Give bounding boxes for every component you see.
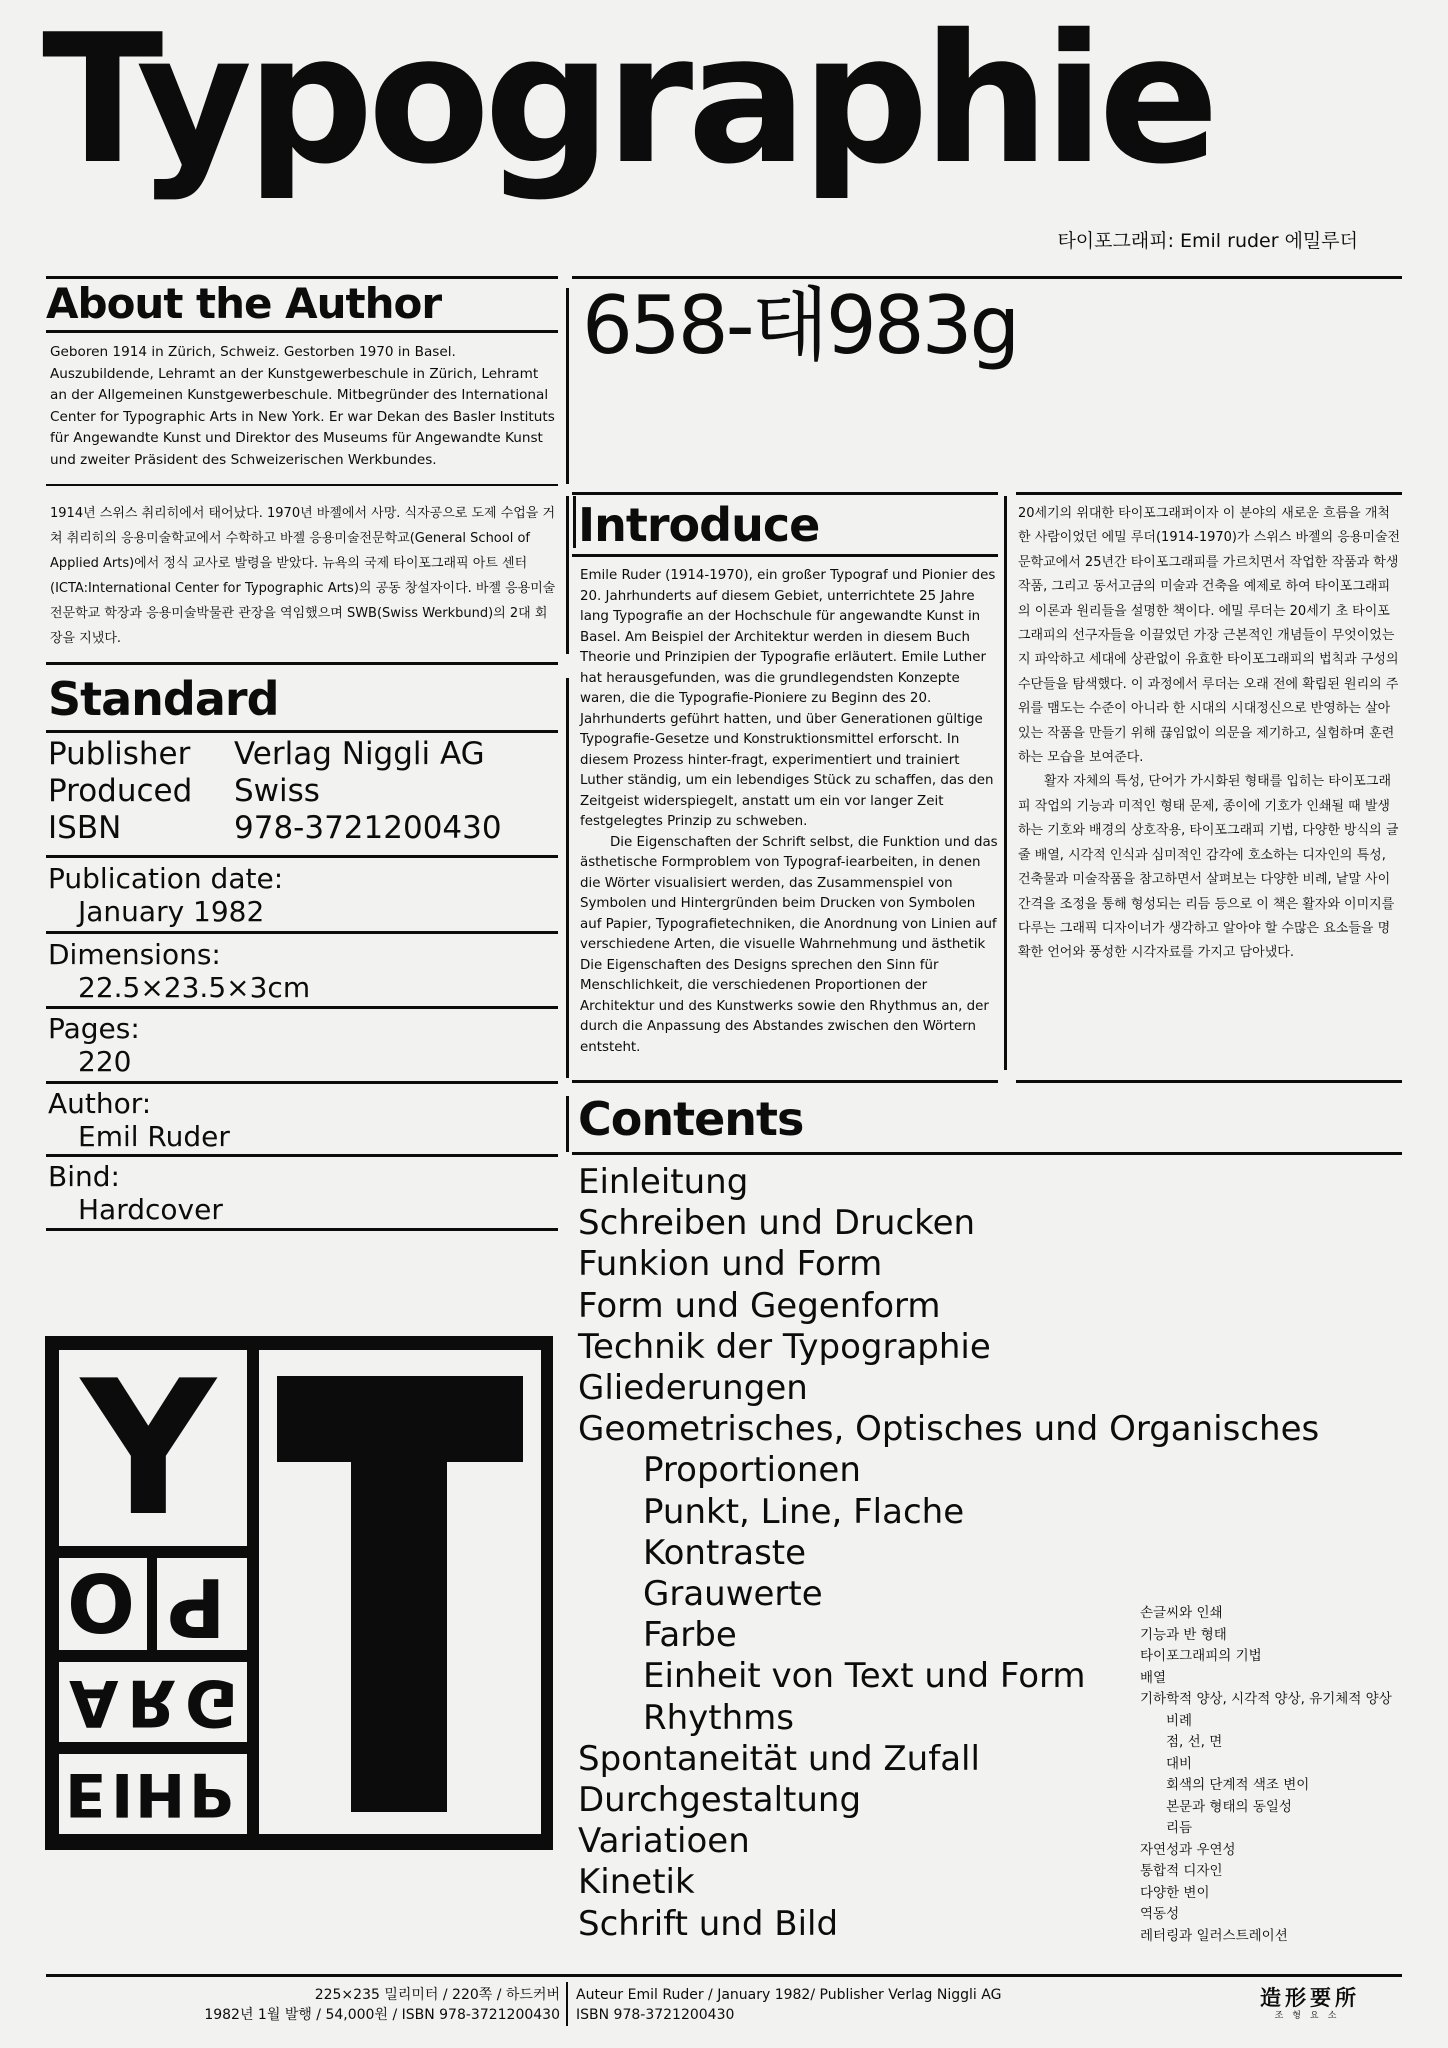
rule-standard-3 (46, 1006, 558, 1009)
field-pages (48, 1012, 140, 1078)
footer-left (204, 1985, 560, 2025)
contents-item: Spontaneität und Zufall (578, 1738, 980, 1779)
rule-standard-2 (46, 931, 558, 934)
rule-introduce-top (572, 492, 998, 495)
cover-letter-e: E (65, 1759, 106, 1829)
contents-item: Kinetik (578, 1862, 695, 1903)
standard-label: ISBN (48, 810, 122, 846)
rule-about-under (46, 330, 558, 333)
rule-standard-4 (46, 1081, 558, 1084)
contents-item: Geometrisches, Optisches und Organisches (578, 1409, 1320, 1450)
product-code: 658-태983g (582, 279, 1018, 372)
footer-left-line2: 1982년 1월 발행 / 54,000원 / ISBN 978-3721200430 (204, 2007, 560, 2023)
cover-letter-p: P (167, 1560, 226, 1653)
standard-value: Swiss (234, 773, 320, 809)
field-label: Publication date: (48, 862, 284, 895)
contents-item: Grauwerte (643, 1574, 823, 1615)
footer-left-line1: 225×235 밀리미터 / 220쪽 / 하드커버 (314, 1987, 560, 2003)
contents-item-ko: 점, 선, 면 (1166, 1734, 1223, 1750)
contents-item: Schrift und Bild (578, 1903, 839, 1944)
field-value: Hardcover (78, 1193, 223, 1226)
cover-letter-h: H (135, 1759, 186, 1829)
rule-contents-under (572, 1152, 1402, 1155)
contents-heading: Contents (578, 1092, 804, 1146)
rule-standard-top (46, 662, 558, 665)
contents-item-ko: 손글씨와 인쇄 (1140, 1605, 1223, 1621)
contents-item-ko: 대비 (1166, 1755, 1193, 1772)
footer-mid-line1: Auteur Emil Ruder / January 1982/ Publisher Verlag Niggli AG (576, 1987, 1002, 2003)
standard-row-produced (48, 773, 320, 810)
divider-footer (566, 1982, 568, 2026)
contents-item-ko: 본문과 형태의 동일성 (1166, 1798, 1292, 1815)
introduce-text-de (580, 566, 1000, 1058)
publisher-logo (1260, 1986, 1360, 2022)
contents-item-ko: 통합적 디자인 (1140, 1863, 1223, 1879)
field-value: Emil Ruder (78, 1120, 230, 1153)
about-text-ko: 1914년 스위스 취리히에서 태어났다. 1970년 바젤에서 사망. 식자공으로 도제 수업을 거쳐 취리히의 응용미술학교에서 수학하고 바젤 응용미술전문학교(General School of Applied Arts)에서 정식 교사로 발령을 받았다. 뉴욕의 국제 타이포그래픽 아트 센터(ICTA:International Center for Typographic Arts)의 공동 창설자이다. 바젤 응용미술전문학교 학장과 응용미술박물관 관장을 역임했으며 SWB(Swiss Werkbund)의 2대 회장을 지냈다. (50, 506, 556, 646)
field-value: 220 (78, 1045, 132, 1078)
standard-value: Verlag Niggli AG (234, 736, 485, 772)
rule-ko-bottom (1016, 1080, 1402, 1083)
page-subtitle: 타이포그래피: Emil ruder 에밀루더 (1057, 230, 1358, 252)
introduce-heading: Introduce (578, 498, 820, 552)
divider-introduce-mid (566, 678, 569, 1078)
book-cover-illustration (45, 1336, 553, 1850)
standard-heading: Standard (48, 672, 279, 726)
contents-item-ko: 비례 (1166, 1712, 1193, 1729)
contents-item: Variatioen (578, 1821, 750, 1862)
contents-item: Punkt, Line, Flache (643, 1491, 965, 1532)
page-title: Typographie (42, 0, 1214, 203)
contents-item-ko: 역동성 (1140, 1906, 1180, 1922)
divider-introduce-right (1004, 496, 1007, 1070)
rule-standard-under (46, 730, 558, 733)
contents-item: Gliederungen (578, 1368, 808, 1409)
standard-label: Produced (48, 773, 193, 809)
contents-item-ko: 기하학적 양상, 시각적 양상, 유기체적 양상 (1140, 1691, 1392, 1707)
logo-hanja: 造形要所 (1260, 1986, 1360, 2010)
cover-letter-o: O (67, 1559, 136, 1652)
field-value: January 1982 (78, 895, 265, 928)
contents-item: Einheit von Text und Form (643, 1656, 1086, 1697)
contents-item: Schreiben und Drucken (578, 1203, 976, 1244)
about-text-de: Geboren 1914 in Zürich, Schweiz. Gestorben 1970 in Basel. Auszubildende, Lehramt an der Kunstgewerbeschule in Zürich, Lehramt an der Allgemeinen Kunstgewerbeschule. Mitbegründer des International Center for Typographic Arts in New York. Er war Dekan des Basler Instituts für Angewandte Kunst und Direktor des Museums für Angewandte Kunst und zweiter Präsident des Schweizerischen Werkbundes. (50, 344, 555, 468)
contents-item: Funkion und Form (578, 1244, 883, 1285)
footer-middle (576, 1985, 1001, 2025)
footer-mid-line2: ISBN 978-3721200430 (576, 2007, 735, 2023)
rule-standard-1 (46, 855, 558, 858)
cover-letter-a: A (69, 1665, 119, 1739)
contents-item-ko: 회색의 단계적 색조 변이 (1166, 1777, 1310, 1793)
contents-item: Einleitung (578, 1162, 749, 1202)
field-bind (48, 1160, 223, 1226)
standard-label: Publisher (48, 736, 191, 772)
divider-about (566, 288, 569, 484)
divider-standard (566, 496, 569, 654)
introduce-p1: Emile Ruder (1914-1970), ein großer Typograf und Pionier des 20. Jahrhunderts auf diesem Gebiet, unterrichtete 25 Jahre lang Typografie an der Hochschule für angewandte Kunst in Basel. Am Beispiel der Architektur werden in diesem Buch Theorie und Prinzipien der Typografie erläutert. Emile Luther hat herausgefunden, was die grundlegendsten Konzepte waren, die die Typografie-Pioniere zu Beginn des 20. Jahrhunderts geführt hatten, und über Generationen gültige Typografie-Gesetze und Konstruktionsmittel erforscht. In diesem Prozess hinter-fragt, experimentiert und trainiert Luther ständig, um ein lebendiges Stück zu schaffen, das den Zeitgeist widerspiegelt, anstatt um ein vor langer Zeit festgelegtes Prinzip zu schweben. (580, 568, 996, 829)
rule-about-bottom (46, 484, 558, 486)
contents-item-ko: 기능과 반 형태 (1140, 1626, 1227, 1643)
field-dimensions (48, 938, 310, 1004)
about-heading: About the Author (46, 279, 442, 328)
cover-letter-y: Y (81, 1340, 216, 1557)
divider-contents-left (566, 1096, 569, 1152)
rule-introduce-under (572, 554, 998, 557)
field-value: 22.5×23.5×3cm (78, 971, 311, 1004)
standard-row-publisher (48, 736, 485, 773)
contents-item-ko: 리듬 (1166, 1820, 1193, 1836)
cover-letter-g: G (185, 1665, 238, 1739)
introduce-ko-p2: 활자 자체의 특성, 단어가 가시화된 형태를 입히는 타이포그래피 작업의 기능과 미적인 형태 문제, 종이에 기호가 인쇄될 때 발생하는 기호와 배경의 상호작용, 타이포그래피 기법, 다양한 방식의 글줄 배열, 시각적 인식과 심미적인 감각에 호소하는 디자인의 특성, 건축물과 미술작품을 참고하면서 살펴보는 다양한 비례, 낱말 사이 간격을 조정을 통해 형성되는 리듬 등으로 이 책은 활자와 이미지를 다루는 그래픽 디자이너가 생각하고 알아야 할 수많은 요소들을 명확한 언어와 풍성한 시각자료를 가지고 담아냈다. (1018, 774, 1399, 961)
rule-introduce-bottom (572, 1080, 998, 1083)
contents-item-ko: 타이포그래피의 기법 (1140, 1648, 1262, 1664)
contents-item-ko: 다양한 변이 (1140, 1884, 1210, 1901)
contents-item: Farbe (643, 1615, 737, 1656)
field-label: Pages: (48, 1012, 140, 1045)
rule-standard-5 (46, 1154, 558, 1157)
introduce-p2: Die Eigenschaften der Schrift selbst, die Funktion und das ästhetische Formproblem von Typograf-iearbeiten, in denen die Wörter visualisiert werden, das Zusammenspiel von Symbolen und Hintergründen beim Drucken von Symbolen auf Papier, Typografietechniken, die Anordnung von Linien auf verschiedene Arten, die visuelle Wahrnehmung und ästhetik Die Eigenschaften des Designs sprechen den Sinn für Menschlichkeit, die verschiedenen Proportionen der Architektur und des Kunstwerks sowie den Rhythmus an, der durch die Anpassung des Abstandes zwischen den Wörtern entsteht. (580, 834, 998, 1055)
contents-item-ko: 자연성과 우연성 (1140, 1841, 1236, 1858)
field-author (48, 1087, 230, 1153)
cover-letter-t (259, 1350, 541, 1834)
cover-letter-r: R (127, 1665, 177, 1739)
field-label: Bind: (48, 1160, 120, 1193)
standard-row-isbn (48, 810, 502, 847)
cover-letter-i: I (111, 1759, 134, 1829)
contents-item: Technik der Typographie (578, 1326, 991, 1367)
logo-hangul: 조형요소 (1274, 2011, 1346, 2021)
rule-standard-6 (46, 1228, 558, 1231)
standard-value: 978-3721200430 (234, 810, 502, 846)
introduce-ko-p1: 20세기의 위대한 타이포그래퍼이자 이 분야의 새로운 흐름을 개척한 사람이었던 에밀 루더(1914-1970)가 스위스 바젤의 응용미술전문학교에서 25년간 타이포그래피를 가르치면서 작업한 작품과 학생 작품, 그리고 동서고금의 미술과 건축을 예제로 하여 타이포그래피의 이론과 원리들을 설명한 책이다. 에밀 루더는 20세기 초 타이포그래피의 선구자들을 이끌었던 가장 근본적인 개념들이 무엇이었는지 파악하고 세대에 상관없이 유효한 타이포그래피의 법칙과 구성의 수단들을 탐색했다. 이 과정에서 루더는 오래 전에 확립된 원리의 주위를 맴도는 수준이 아니라 한 시대의 시대정신으로 반영하는 살아 있는 작품을 만들기 위해 끊임없이 의문을 제기하고, 실험하며 훈련하는 모습을 보여준다. (1018, 506, 1401, 766)
contents-item: Kontraste (643, 1532, 807, 1573)
cover-letter-p2: P (189, 1759, 233, 1829)
field-label: Dimensions: (48, 938, 221, 971)
contents-item-ko: 레터링과 일러스트레이션 (1140, 1927, 1288, 1944)
contents-item-ko: 배열 (1140, 1669, 1167, 1686)
field-publication-date (48, 862, 283, 928)
divider-introduce-left (573, 496, 576, 548)
rule-footer (46, 1974, 1402, 1977)
contents-item: Form und Gegenform (578, 1285, 941, 1326)
introduce-text-ko (1018, 502, 1402, 966)
contents-item: Rhythms (643, 1697, 795, 1738)
contents-list-ko (1140, 1603, 1392, 1947)
rule-ko-top (1016, 492, 1402, 495)
field-label: Author: (48, 1087, 152, 1120)
contents-item: Proportionen (643, 1450, 861, 1491)
contents-item: Durchgestaltung (578, 1780, 862, 1821)
